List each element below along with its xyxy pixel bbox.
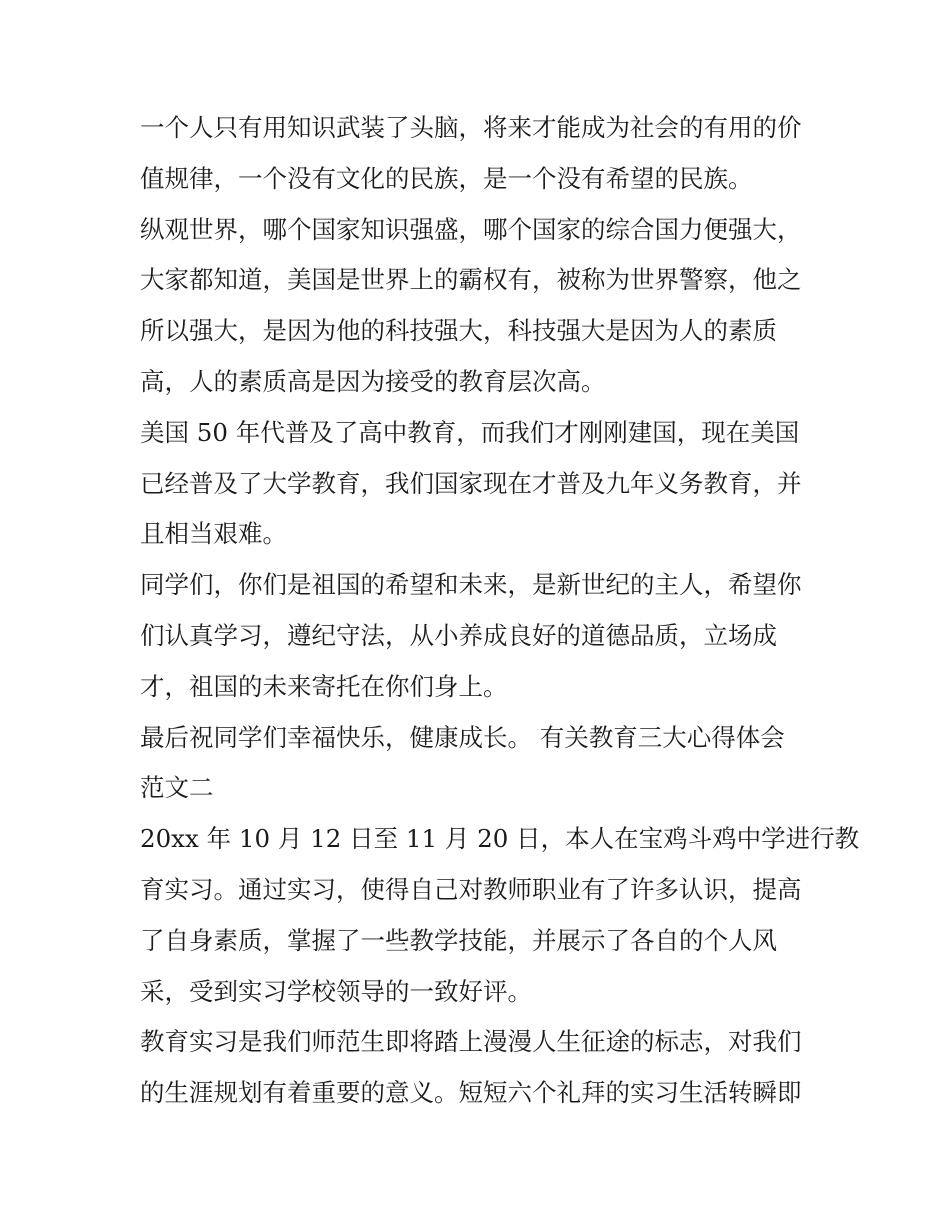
text-line: 高，人的素质高是因为接受的教育层次高。 — [140, 366, 606, 396]
text-line: 的生涯规划有着重要的意义。短短六个礼拜的实习生活转瞬即 — [140, 1078, 802, 1108]
text-line: 所以强大，是因为他的科技强大，科技强大是因为人的素质 — [140, 316, 777, 346]
text-line: 且相当艰难。 — [140, 519, 287, 549]
text-line: 教育实习是我们师范生即将踏上漫漫人生征途的标志，对我们 — [140, 1027, 802, 1057]
text-line: 同学们，你们是祖国的希望和未来，是新世纪的主人，希望你 — [140, 570, 802, 600]
text-line: 育实习。通过实习，使得自己对教师职业有了许多认识，提高 — [140, 874, 802, 904]
document-body — [140, 103, 860, 1119]
text-line: 已经普及了大学教育，我们国家现在才普及九年义务教育，并 — [140, 468, 802, 498]
text-line: 20xx 年 10 月 12 日至 11 月 20 日，本人在宝鸡斗鸡中学进行教 — [140, 824, 860, 854]
text-line: 值规律，一个没有文化的民族，是一个没有希望的民族。 — [140, 163, 753, 193]
text-line: 了自身素质，掌握了一些教学技能，并展示了各自的个人风 — [140, 925, 777, 955]
text-line: 美国 50 年代普及了高中教育，而我们才刚刚建国，现在美国 — [140, 417, 800, 447]
text-line: 大家都知道，美国是世界上的霸权有，被称为世界警察，他之 — [140, 265, 802, 295]
text-line: 纵观世界，哪个国家知识强盛，哪个国家的综合国力便强大， — [140, 214, 802, 244]
text-line: 最后祝同学们幸福快乐，健康成长。 有关教育三大心得体会 — [140, 722, 785, 752]
text-line: 一个人只有用知识武装了头脑，将来才能成为社会的有用的价 — [140, 113, 802, 142]
text-line: 范文二 — [140, 773, 214, 803]
text-line: 才，祖国的未来寄托在你们身上。 — [140, 671, 508, 701]
text-line: 们认真学习，遵纪守法，从小养成良好的道德品质，立场成 — [140, 620, 777, 650]
text-line: 采，受到实习学校领导的一致好评。 — [140, 976, 532, 1006]
